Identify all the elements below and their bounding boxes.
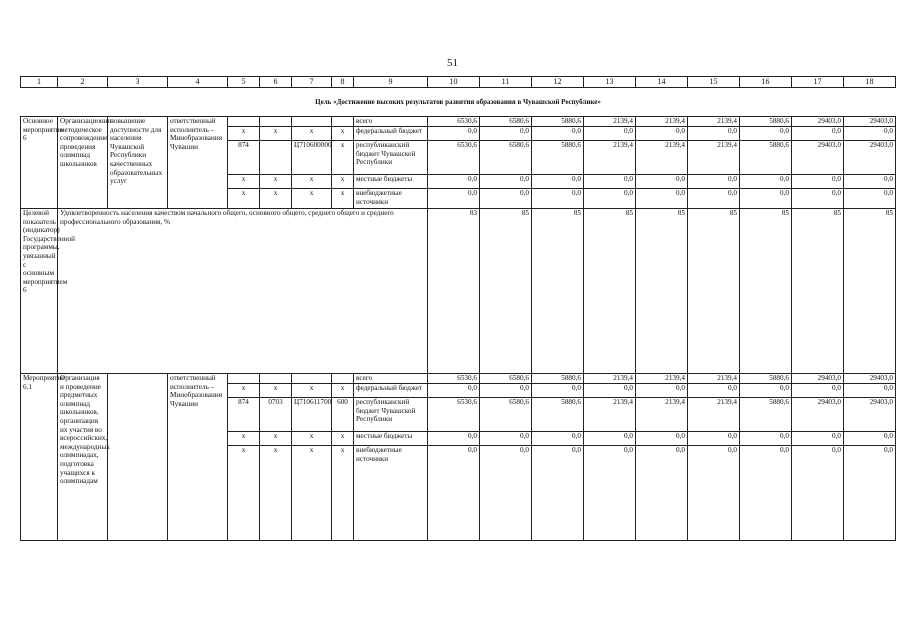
column-header: 15 — [688, 77, 740, 88]
budget-code: x — [228, 446, 260, 541]
measure-description: Организационно-методическое сопровождение проведения олимпиад школьников — [58, 117, 108, 209]
amount-value: 2139,4 — [584, 398, 636, 432]
indicator-value: 85 — [584, 209, 636, 374]
amount-value: 5880,6 — [532, 117, 584, 127]
funding-source: федеральный бюджет — [354, 127, 428, 141]
amount-value: 5880,6 — [740, 398, 792, 432]
amount-value: 0,0 — [740, 432, 792, 446]
indicator-row — [21, 209, 896, 374]
budget-code: x — [332, 384, 354, 398]
budget-code — [292, 117, 332, 127]
amount-value: 0,0 — [636, 127, 688, 141]
amount-value: 2139,4 — [636, 117, 688, 127]
measure-name: Основное мероприятие 6 — [21, 117, 58, 209]
amount-value: 0,0 — [688, 384, 740, 398]
measure-executor: ответственный исполнитель – Минобразования Чувашии — [168, 374, 228, 541]
amount-value: 0,0 — [636, 175, 688, 189]
column-header: 5 — [228, 77, 260, 88]
amount-value: 0,0 — [428, 432, 480, 446]
funding-source: местные бюджеты — [354, 432, 428, 446]
budget-code: x — [260, 127, 292, 141]
indicator-text: Удовлетворенность населения качеством начального общего, основного общего, среднего общего и среднего профессионального образования, % — [58, 209, 428, 374]
amount-value: 0,0 — [480, 384, 532, 398]
budget-code: x — [332, 175, 354, 189]
amount-value: 0,0 — [532, 384, 584, 398]
indicator-value: 85 — [740, 209, 792, 374]
budget-code: Ц710611700 — [292, 398, 332, 432]
column-header: 3 — [108, 77, 168, 88]
amount-value: 0,0 — [792, 446, 844, 541]
amount-value: 0,0 — [480, 432, 532, 446]
funding-source: всего — [354, 374, 428, 384]
amount-value: 0,0 — [792, 189, 844, 209]
amount-value: 29403,0 — [844, 398, 896, 432]
amount-value: 0,0 — [844, 175, 896, 189]
table-row — [21, 117, 896, 127]
budget-code: x — [228, 189, 260, 209]
amount-value: 0,0 — [428, 127, 480, 141]
budget-code: x — [292, 384, 332, 398]
amount-value: 5880,6 — [532, 141, 584, 175]
amount-value: 29403,0 — [792, 374, 844, 384]
indicator-value: 85 — [636, 209, 688, 374]
amount-value: 6580,6 — [480, 398, 532, 432]
amount-value: 0,0 — [636, 432, 688, 446]
amount-value: 0,0 — [636, 189, 688, 209]
budget-code: x — [292, 446, 332, 541]
budget-code: 874 — [228, 398, 260, 432]
column-header: 18 — [844, 77, 896, 88]
amount-value: 0,0 — [480, 175, 532, 189]
budget-code — [292, 374, 332, 384]
funding-source: республиканский бюджет Чувашской Республики — [354, 141, 428, 175]
amount-value: 29403,0 — [844, 141, 896, 175]
column-header: 8 — [332, 77, 354, 88]
budget-table — [20, 76, 896, 541]
amount-value: 29403,0 — [844, 117, 896, 127]
amount-value: 0,0 — [584, 189, 636, 209]
amount-value: 0,0 — [688, 127, 740, 141]
amount-value: 2139,4 — [688, 374, 740, 384]
amount-value: 0,0 — [844, 384, 896, 398]
amount-value: 29403,0 — [844, 374, 896, 384]
amount-value: 2139,4 — [584, 117, 636, 127]
budget-code: x — [292, 189, 332, 209]
amount-value: 6580,6 — [480, 374, 532, 384]
amount-value: 0,0 — [792, 384, 844, 398]
budget-code: x — [228, 384, 260, 398]
column-header: 13 — [584, 77, 636, 88]
amount-value: 0,0 — [740, 446, 792, 541]
indicator-value: 85 — [844, 209, 896, 374]
amount-value: 0,0 — [584, 446, 636, 541]
amount-value: 29403,0 — [792, 117, 844, 127]
amount-value: 0,0 — [532, 446, 584, 541]
budget-code: x — [332, 127, 354, 141]
amount-value: 6580,6 — [480, 141, 532, 175]
budget-code: 0703 — [260, 398, 292, 432]
amount-value: 2139,4 — [688, 398, 740, 432]
funding-source: местные бюджеты — [354, 175, 428, 189]
budget-code: x — [332, 189, 354, 209]
amount-value: 0,0 — [584, 175, 636, 189]
amount-value: 0,0 — [740, 384, 792, 398]
budget-code: x — [260, 175, 292, 189]
column-header-row — [21, 77, 896, 88]
budget-code: x — [260, 432, 292, 446]
goal-title: Цель «Достижение высоких результатов развития образования в Чувашской Республике» — [21, 88, 896, 117]
amount-value: 0,0 — [688, 446, 740, 541]
amount-value: 0,0 — [532, 175, 584, 189]
budget-code: x — [228, 127, 260, 141]
budget-code: x — [332, 141, 354, 175]
budget-code: x — [292, 175, 332, 189]
amount-value: 6530,6 — [428, 117, 480, 127]
amount-value: 0,0 — [532, 189, 584, 209]
measure-name: Мероприятие 6.1 — [21, 374, 58, 541]
amount-value: 29403,0 — [792, 398, 844, 432]
amount-value: 0,0 — [844, 127, 896, 141]
amount-value: 0,0 — [740, 175, 792, 189]
budget-code — [332, 374, 354, 384]
amount-value: 0,0 — [844, 432, 896, 446]
amount-value: 0,0 — [428, 189, 480, 209]
indicator-value: 85 — [480, 209, 532, 374]
amount-value: 0,0 — [844, 446, 896, 541]
amount-value: 2139,4 — [688, 141, 740, 175]
funding-source: республиканский бюджет Чувашской Республики — [354, 398, 428, 432]
funding-source: внебюджетные источники — [354, 446, 428, 541]
amount-value: 6580,6 — [480, 117, 532, 127]
budget-code: Ц710600000 — [292, 141, 332, 175]
measure-description: Организация и проведение предметных олимпиад школьников, организация их участия во всероссийских, международных олимпиадах, подготовка учащихся к олимпиадам — [58, 374, 108, 541]
budget-code — [228, 117, 260, 127]
amount-value: 0,0 — [792, 432, 844, 446]
column-header: 10 — [428, 77, 480, 88]
amount-value: 0,0 — [584, 432, 636, 446]
measure-executor: ответственный исполнитель – Минобразования Чувашии — [168, 117, 228, 209]
budget-code: 874 — [228, 141, 260, 175]
amount-value: 0,0 — [480, 127, 532, 141]
amount-value: 6530,6 — [428, 141, 480, 175]
amount-value: 6530,6 — [428, 398, 480, 432]
amount-value: 0,0 — [688, 175, 740, 189]
indicator-value: 85 — [532, 209, 584, 374]
column-header: 9 — [354, 77, 428, 88]
budget-code — [260, 141, 292, 175]
amount-value: 0,0 — [636, 384, 688, 398]
amount-value: 0,0 — [480, 189, 532, 209]
budget-code — [228, 374, 260, 384]
amount-value: 0,0 — [532, 432, 584, 446]
amount-value: 0,0 — [480, 446, 532, 541]
column-header: 6 — [260, 77, 292, 88]
budget-code: x — [332, 432, 354, 446]
amount-value: 0,0 — [584, 384, 636, 398]
amount-value: 0,0 — [688, 432, 740, 446]
amount-value: 0,0 — [428, 175, 480, 189]
amount-value: 2139,4 — [636, 141, 688, 175]
amount-value: 5880,6 — [740, 374, 792, 384]
budget-code: x — [260, 446, 292, 541]
funding-source: внебюджетные источники — [354, 189, 428, 209]
budget-code: x — [260, 189, 292, 209]
amount-value: 5880,6 — [740, 117, 792, 127]
budget-code — [260, 117, 292, 127]
amount-value: 5880,6 — [740, 141, 792, 175]
column-header: 7 — [292, 77, 332, 88]
amount-value: 0,0 — [688, 189, 740, 209]
indicator-value: 83 — [428, 209, 480, 374]
amount-value: 5880,6 — [532, 374, 584, 384]
amount-value: 2139,4 — [584, 374, 636, 384]
column-header: 11 — [480, 77, 532, 88]
amount-value: 0,0 — [428, 384, 480, 398]
column-header: 14 — [636, 77, 688, 88]
budget-code: x — [228, 432, 260, 446]
amount-value: 0,0 — [792, 175, 844, 189]
amount-value: 2139,4 — [584, 141, 636, 175]
measure-goal — [108, 374, 168, 541]
amount-value: 2139,4 — [688, 117, 740, 127]
column-header: 4 — [168, 77, 228, 88]
amount-value: 0,0 — [532, 127, 584, 141]
column-header: 16 — [740, 77, 792, 88]
amount-value: 0,0 — [740, 127, 792, 141]
budget-code: x — [332, 446, 354, 541]
amount-value: 0,0 — [740, 189, 792, 209]
amount-value: 5880,6 — [532, 398, 584, 432]
indicator-value: 85 — [688, 209, 740, 374]
budget-code — [332, 117, 354, 127]
goal-row — [21, 88, 896, 117]
measure-goal: повышение доступности для населения Чувашской Республики качественных образовательных услуг — [108, 117, 168, 209]
amount-value: 0,0 — [844, 189, 896, 209]
column-header: 17 — [792, 77, 844, 88]
amount-value: 0,0 — [792, 127, 844, 141]
amount-value: 6530,6 — [428, 374, 480, 384]
funding-source: всего — [354, 117, 428, 127]
budget-code: x — [260, 384, 292, 398]
budget-code: x — [228, 175, 260, 189]
amount-value: 0,0 — [584, 127, 636, 141]
amount-value: 29403,0 — [792, 141, 844, 175]
column-header: 2 — [58, 77, 108, 88]
budget-code: 600 — [332, 398, 354, 432]
column-header: 12 — [532, 77, 584, 88]
amount-value: 2139,4 — [636, 374, 688, 384]
table-row — [21, 374, 896, 384]
amount-value: 0,0 — [636, 446, 688, 541]
budget-code — [260, 374, 292, 384]
budget-code: x — [292, 127, 332, 141]
amount-value: 0,0 — [428, 446, 480, 541]
budget-code: x — [292, 432, 332, 446]
indicator-label: Целевой показатель (индикатор) Государственной программы, увязанный с основным мероприятием 6 — [21, 209, 58, 374]
funding-source: федеральный бюджет — [354, 384, 428, 398]
page-number: 51 — [447, 57, 458, 69]
column-header: 1 — [21, 77, 58, 88]
indicator-value: 85 — [792, 209, 844, 374]
amount-value: 2139,4 — [636, 398, 688, 432]
